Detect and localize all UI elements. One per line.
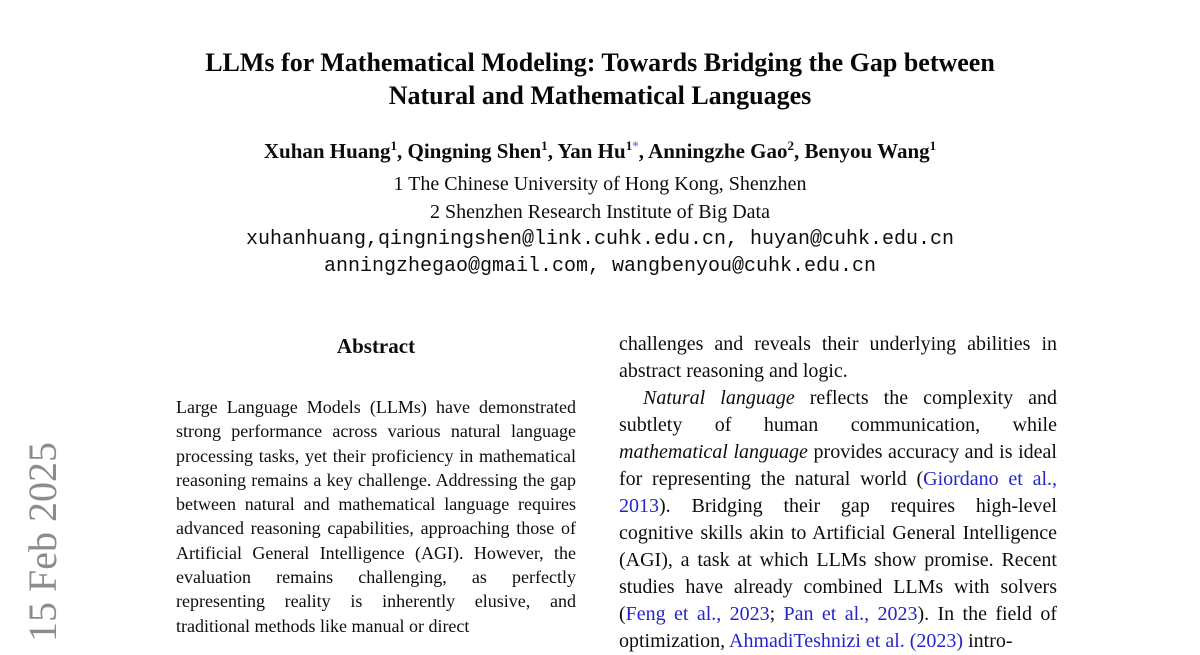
text-segment: 1 xyxy=(390,138,398,153)
affiliation-1: 1 The Chinese University of Hong Kong, Shenzhen xyxy=(393,173,807,195)
arxiv-date-stamp: 15 Feb 2025 xyxy=(20,442,65,642)
paper-title-line1: LLMs for Mathematical Modeling: Towards Bridging the Gap between xyxy=(205,48,995,77)
left-column xyxy=(176,334,576,638)
text-segment: Natural language xyxy=(643,387,795,409)
email-line-2: anningzhegao@gmail.com, wangbenyou@cuhk.edu.cn xyxy=(323,255,877,278)
text-segment: , Qingning Shen xyxy=(397,139,542,163)
text-segment: ; xyxy=(769,603,784,625)
text-segment: , Yan Hu xyxy=(547,139,626,163)
citation-link[interactable]: Giordano et al., 2013 xyxy=(619,468,1057,517)
text-segment: , Benyou Wang xyxy=(794,139,930,163)
abstract-text: Large Language Models (LLMs) have demonstrated strong performance across various natural language processing tasks, yet their proficiency in mathematical reasoning remains a key challenge. Addressing the gap between natural and mathematical language requires advanced reasoning capabilities, approaching those of Artificial General Intelligence (AGI). However, the evaluation remains challenging, as perfectly representing reality is inherently elusive, and traditional methods like manual or direct xyxy=(176,397,576,636)
paper-title-line2: Natural and Mathematical Languages xyxy=(388,81,812,110)
citation-link[interactable]: Feng et al., 2023 xyxy=(625,603,770,625)
text-segment: provides accuracy and is ideal for representing the natural world ( xyxy=(619,441,1057,490)
text-segment: 2 xyxy=(787,138,795,153)
text-segment: intro- xyxy=(963,630,1013,652)
affiliation-2: 2 Shenzhen Research Institute of Big Data xyxy=(430,201,770,223)
text-segment: Xuhan Huang xyxy=(263,139,391,163)
corresponding-author-mark: * xyxy=(632,138,639,153)
text-segment: mathematical language xyxy=(619,441,808,463)
text-segment: 1 xyxy=(625,138,633,153)
right-column xyxy=(619,331,1057,655)
page-title xyxy=(100,46,1100,112)
abstract-heading: Abstract xyxy=(336,334,416,358)
citation-link[interactable]: Pan et al., 2023 xyxy=(783,603,918,625)
text-segment: 1 xyxy=(929,138,937,153)
text-segment: ). Bridging their gap requires high-level cognitive skills akin to Artificial General Intelligence (AGI), a task at which LLMs show promise. Recent studies have already combined LLMs with solvers ( xyxy=(619,495,1057,625)
citation-link[interactable]: AhmadiTeshnizi et al. (2023) xyxy=(729,630,964,652)
body-paragraph: challenges and reveals their underlying abilities in abstract reasoning and logic. xyxy=(619,333,1057,382)
email-line-1: xuhanhuang,qingningshen@link.cuhk.edu.cn, huyan@cuhk.edu.cn xyxy=(245,228,955,251)
text-segment: reflects the complexity and subtlety of human communication, while xyxy=(619,387,1058,436)
text-segment: ). In the field of optimization, xyxy=(619,603,1057,652)
text-segment: 1 xyxy=(541,138,548,153)
text-segment: , Anningzhe Gao xyxy=(638,139,788,163)
body-paragraph xyxy=(619,385,1057,655)
author-line xyxy=(100,139,1100,164)
